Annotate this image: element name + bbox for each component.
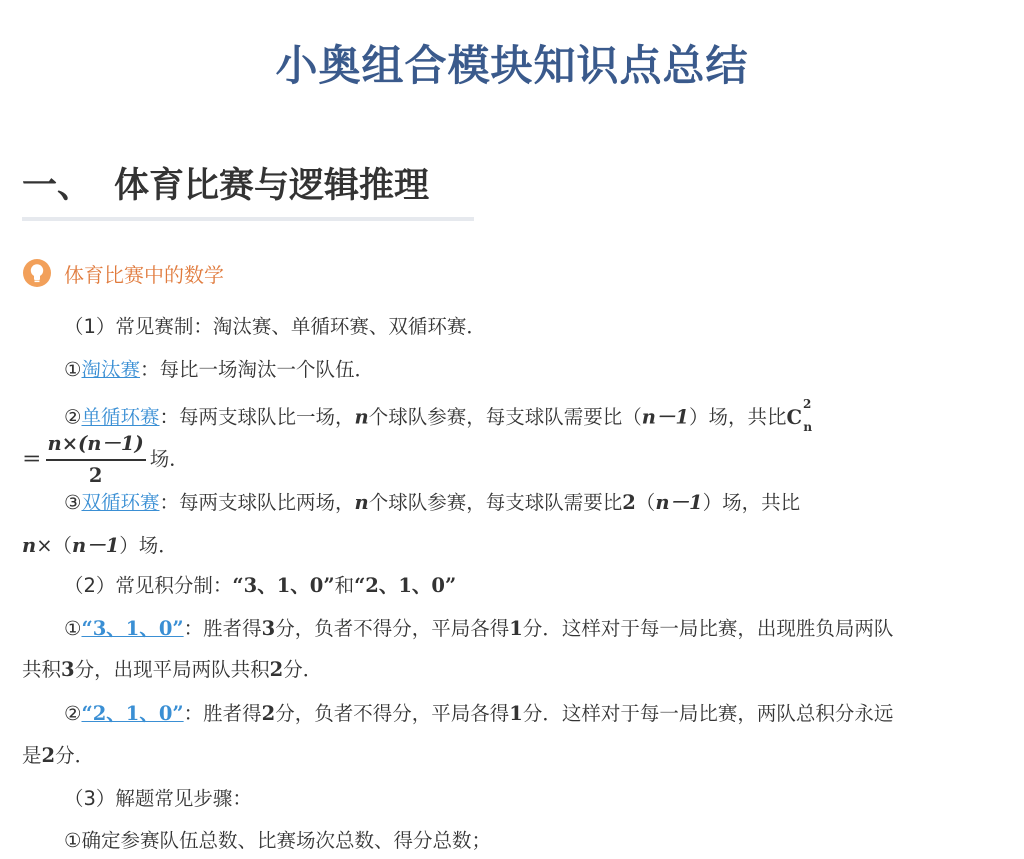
text: ：胜者得 bbox=[183, 617, 262, 640]
section-number: 一、 bbox=[22, 166, 93, 206]
list-marker: ③ bbox=[64, 491, 82, 514]
text: 共积 bbox=[22, 658, 62, 681]
text: 分． bbox=[55, 744, 95, 767]
math-n: n bbox=[22, 534, 37, 557]
text: 个球队参赛，每支球队需要比（ bbox=[368, 405, 642, 429]
text: 是 bbox=[22, 744, 42, 767]
section-title: 体育比赛与逻辑推理 bbox=[114, 166, 430, 206]
math-expression: n－1 bbox=[72, 534, 120, 557]
paragraph-competition-formats bbox=[22, 313, 1024, 341]
formula-line bbox=[22, 430, 982, 490]
text: 场． bbox=[149, 447, 189, 471]
math-n: n bbox=[354, 405, 369, 429]
math-n: n bbox=[354, 491, 369, 514]
scoring-310: “3、1、0” bbox=[232, 574, 335, 597]
text: （2）常见积分制： bbox=[64, 574, 233, 597]
text: 分．这样对于每一局比赛，两队总积分永远 bbox=[522, 702, 894, 725]
math-expression: n－1 bbox=[641, 405, 689, 429]
list-marker: ② bbox=[64, 405, 82, 429]
document-title: 小奥组合模块知识点总结 bbox=[275, 41, 749, 90]
paragraph-knockout bbox=[22, 356, 1024, 384]
section-heading bbox=[22, 158, 429, 208]
draw-points: 1 bbox=[509, 617, 523, 640]
text: ：胜者得 bbox=[183, 702, 262, 725]
paragraph-scoring-310 bbox=[22, 615, 1024, 643]
text: ）场，共比 bbox=[702, 491, 801, 514]
scoring-210-link[interactable]: “2、1、0” bbox=[81, 702, 184, 725]
win-points: 2 bbox=[261, 702, 276, 725]
list-marker: ② bbox=[64, 702, 82, 725]
paragraph-scoring-systems bbox=[22, 572, 1024, 600]
text: ）场． bbox=[119, 534, 178, 557]
text: 分． bbox=[283, 658, 323, 681]
paragraph-scoring-210-continued bbox=[22, 742, 982, 770]
step-one-text: ①确定参赛队伍总数、比赛场次总数、得分总数； bbox=[64, 829, 491, 852]
text: 个球队参赛，每支球队需要比 bbox=[368, 491, 623, 514]
knockout-link[interactable]: 淘汰赛 bbox=[81, 358, 140, 381]
fraction-denominator: 2 bbox=[88, 464, 103, 487]
double-round-robin-link[interactable]: 双循环赛 bbox=[81, 491, 160, 514]
win-points: 3 bbox=[261, 617, 276, 640]
fraction-numerator: n×(n－1) bbox=[46, 430, 146, 461]
text: ）场，共比 bbox=[688, 405, 787, 429]
paragraph-solving-steps bbox=[22, 785, 1024, 813]
total-win-loss-points: 3 bbox=[61, 658, 75, 681]
text: ×（ bbox=[36, 534, 73, 557]
equals-sign: ＝ bbox=[22, 447, 42, 471]
single-round-robin-link[interactable]: 单循环赛 bbox=[81, 405, 160, 429]
text: ：每两支球队比一场， bbox=[159, 405, 355, 429]
subsection-heading bbox=[22, 256, 224, 290]
math-expression: n－1 bbox=[655, 491, 703, 514]
scoring-210: “2、1、0” bbox=[354, 574, 457, 597]
paragraph-double-round-robin-continued bbox=[22, 532, 982, 560]
list-marker: ① bbox=[64, 617, 82, 640]
section-divider bbox=[22, 217, 474, 221]
list-marker: ① bbox=[64, 358, 82, 381]
paragraph-step-one bbox=[22, 827, 1024, 855]
lightbulb-icon bbox=[22, 258, 52, 288]
text: 分，负者不得分，平局各得 bbox=[275, 702, 510, 725]
text: 分，负者不得分，平局各得 bbox=[275, 617, 510, 640]
text: 分．这样对于每一局比赛，出现胜负局两队 bbox=[522, 617, 894, 640]
paragraph-double-round-robin bbox=[22, 489, 1024, 517]
knockout-text: ：每比一场淘汰一个队伍． bbox=[140, 358, 375, 381]
math-two: 2 bbox=[622, 491, 636, 514]
competition-formats-text: （1）常见赛制：淘汰赛、单循环赛、双循环赛． bbox=[64, 315, 486, 338]
solving-steps-text: （3）解题常见步骤： bbox=[64, 787, 252, 810]
draw-points: 1 bbox=[509, 702, 523, 725]
scoring-310-link[interactable]: “3、1、0” bbox=[81, 617, 184, 640]
total-points: 2 bbox=[41, 744, 56, 767]
combination-symbol: $C^2_n$ bbox=[786, 397, 813, 435]
text: 和 bbox=[334, 574, 355, 597]
text: （ bbox=[635, 491, 656, 514]
subsection-title: 体育比赛中的数学 bbox=[64, 262, 224, 287]
total-draw-points: 2 bbox=[269, 658, 284, 681]
fraction bbox=[46, 430, 146, 490]
paragraph-scoring-210 bbox=[22, 700, 1024, 728]
text: 分，出现平局两队共积 bbox=[74, 658, 270, 681]
text: ：每两支球队比两场， bbox=[159, 491, 355, 514]
paragraph-scoring-310-continued bbox=[22, 656, 982, 684]
